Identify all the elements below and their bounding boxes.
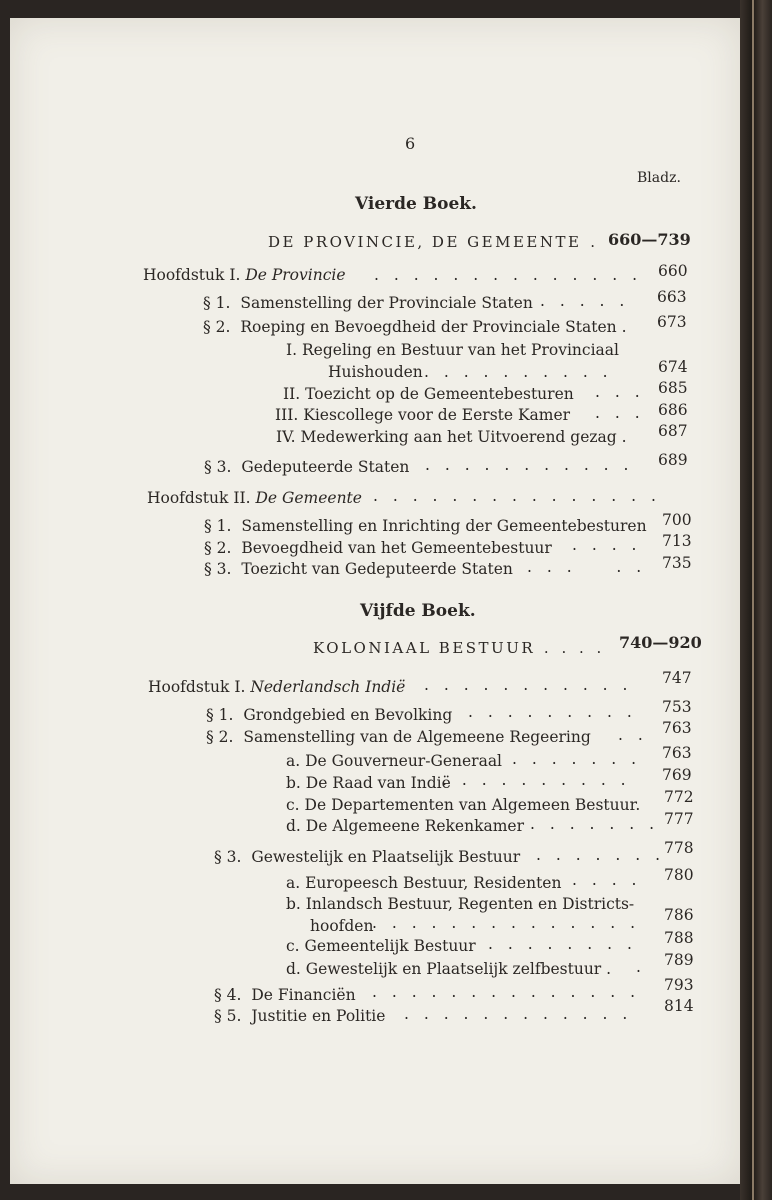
b4-s2ii: II. Toezicht op de Gemeentebesturen [283, 385, 574, 403]
book5-range: 740—920 [619, 633, 702, 652]
b4-ch2: Hoofdstuk II. De Gemeente [147, 489, 362, 507]
column-label: Bladz. [637, 170, 681, 186]
b5-s3a: a. Europeesch Bestuur, Residenten [286, 874, 562, 892]
b5-s2c: c. De Departementen van Algemeen Bestuur. [286, 796, 641, 814]
b5-s2b-leader: . . . . . . . . . . [442, 771, 631, 789]
b4-s3-leader: . . . . . . . . . . . [425, 456, 634, 474]
b4-ch1-page: 660 [658, 262, 688, 280]
b5-s2-page: 763 [662, 719, 692, 737]
b5-s1-page: 753 [662, 698, 692, 716]
b5-s2d-page: 777 [664, 810, 694, 828]
b4-s1-page: 663 [657, 288, 687, 306]
book-edge-line [752, 0, 754, 1200]
b4-s2i-leader: . . . . . . . . . . [424, 363, 613, 381]
book4-title: DE PROVINCIE, DE GEMEENTE . [268, 233, 599, 251]
b4-ch2-leader: . . . . . . . . . . . . . . . [373, 487, 661, 505]
b5-s2b: b. De Raad van Indië [286, 774, 451, 792]
b5-s3d-page: 789 [664, 951, 694, 969]
b5-s5: § 5. Justitie en Politie [214, 1007, 386, 1025]
b5-s3c-page: 788 [664, 929, 694, 947]
b5-s2b-page: 769 [662, 766, 692, 784]
b4-s2-page: 673 [657, 313, 687, 331]
b4-s2iv: IV. Medewerking aan het Uitvoerend gezag . [276, 428, 627, 446]
b5-ch1-page: 747 [662, 669, 692, 687]
b4-s2iii: III. Kiescollege voor de Eerste Kamer [275, 406, 571, 424]
b5-s3b-leader: . . . . . . . . . . . . . . [372, 914, 641, 932]
b5-s1: § 1. Grondgebied en Bevolking [206, 706, 453, 724]
page-number: 6 [405, 134, 416, 153]
b5-s4-leader: . . . . . . . . . . . . . . [372, 983, 641, 1001]
b5-s1-leader: . . . . . . . . . [468, 703, 637, 721]
b5-s3b: b. Inlandsch Bestuur, Regenten en Districts- [286, 895, 635, 913]
b4-c2s3-leader: . . . . . [527, 558, 647, 576]
b5-s2a-page: 763 [662, 744, 692, 762]
b5-ch1-leader: . . . . . . . . . . . [424, 676, 633, 694]
b5-s2d: d. De Algemeene Rekenkamer [286, 817, 525, 835]
book5-title: KOLONIAAL BESTUUR . . . . [313, 639, 606, 657]
b4-s2iii-leader: . . . [595, 404, 645, 422]
b4-s2ii-page: 685 [658, 379, 688, 397]
b5-s2d-leader: . . . . . . . [530, 815, 660, 833]
b4-s2i: I. Regeling en Bestuur van het Provinciaal [286, 341, 619, 359]
b4-s1: § 1. Samenstelling der Provinciale Staten [203, 294, 533, 312]
b5-s3-page: 778 [664, 839, 694, 857]
b4-s2ii-leader: . . . [595, 383, 645, 401]
b4-c2s2: § 2. Bevoegdheid van het Gemeentebestuur [204, 539, 552, 557]
book5-heading: Vijfde Boek. [360, 601, 476, 621]
b4-s2iii-page: 686 [658, 401, 688, 419]
b4-s3-page: 689 [658, 451, 688, 469]
book4-range: 660—739 [608, 230, 691, 249]
book-edge [740, 0, 772, 1200]
book4-heading: Vierde Boek. [355, 194, 477, 214]
b4-c2s3: § 3. Toezicht van Gedeputeerde Staten [204, 560, 513, 578]
b4-ch1-leader: . . . . . . . . . . . . . . [374, 266, 643, 284]
b5-s3c: c. Gemeentelijk Bestuur [286, 937, 476, 955]
b5-s5-page: 814 [664, 997, 694, 1015]
b4-c2s3-page: 735 [662, 554, 692, 572]
b5-s3c-leader: . . . . . . . . [488, 935, 637, 953]
b5-s2: § 2. Samenstelling van de Algemeene Regeering [206, 728, 591, 746]
b4-s2iv-page: 687 [658, 422, 688, 440]
b5-s4-page: 793 [664, 976, 694, 994]
b5-ch1: Hoofdstuk I. Nederlandsch Indië [148, 678, 406, 696]
b4-c2s1-page: 700 [662, 511, 692, 529]
b5-s5-leader: . . . . . . . . . . . . [404, 1005, 633, 1023]
b5-s2a: a. De Gouverneur-Generaal [286, 752, 503, 770]
b4-c2s2-page: 713 [662, 532, 692, 550]
b5-s2-leader: . . [618, 726, 648, 744]
b4-c2s1: § 1. Samenstelling en Inrichting der Gemeentebesturen [204, 517, 647, 535]
b4-ch1: Hoofdstuk I. De Provincie [143, 266, 346, 284]
b4-s2: § 2. Roeping en Bevoegdheid der Provinciale Staten . [203, 318, 627, 336]
b4-c2s2-leader: . . . . [572, 536, 642, 554]
b5-s3b-cont: hoofden [310, 917, 374, 935]
b5-s3: § 3. Gewestelijk en Plaatselijk Bestuur [214, 848, 521, 866]
b5-s3a-leader: . . . . [572, 871, 642, 889]
b5-s3d-leader: . [636, 958, 646, 976]
b4-s1-leader: . . . . . [540, 292, 630, 310]
b4-s3: § 3. Gedeputeerde Staten [204, 458, 410, 476]
b5-s3d: d. Gewestelijk en Plaatselijk zelfbestuur . [286, 960, 612, 978]
b4-s2i-page: 674 [658, 358, 688, 376]
b5-s3-leader: . . . . . . . [536, 846, 666, 864]
b5-s3b-page: 786 [664, 906, 694, 924]
b5-s3a-page: 780 [664, 866, 694, 884]
b4-s2i-cont: Huishouden [328, 363, 423, 381]
b5-s4: § 4. De Financiën [214, 986, 356, 1004]
b5-s2c-page: 772 [664, 788, 694, 806]
b5-s2a-leader: . . . . . . . [512, 750, 642, 768]
